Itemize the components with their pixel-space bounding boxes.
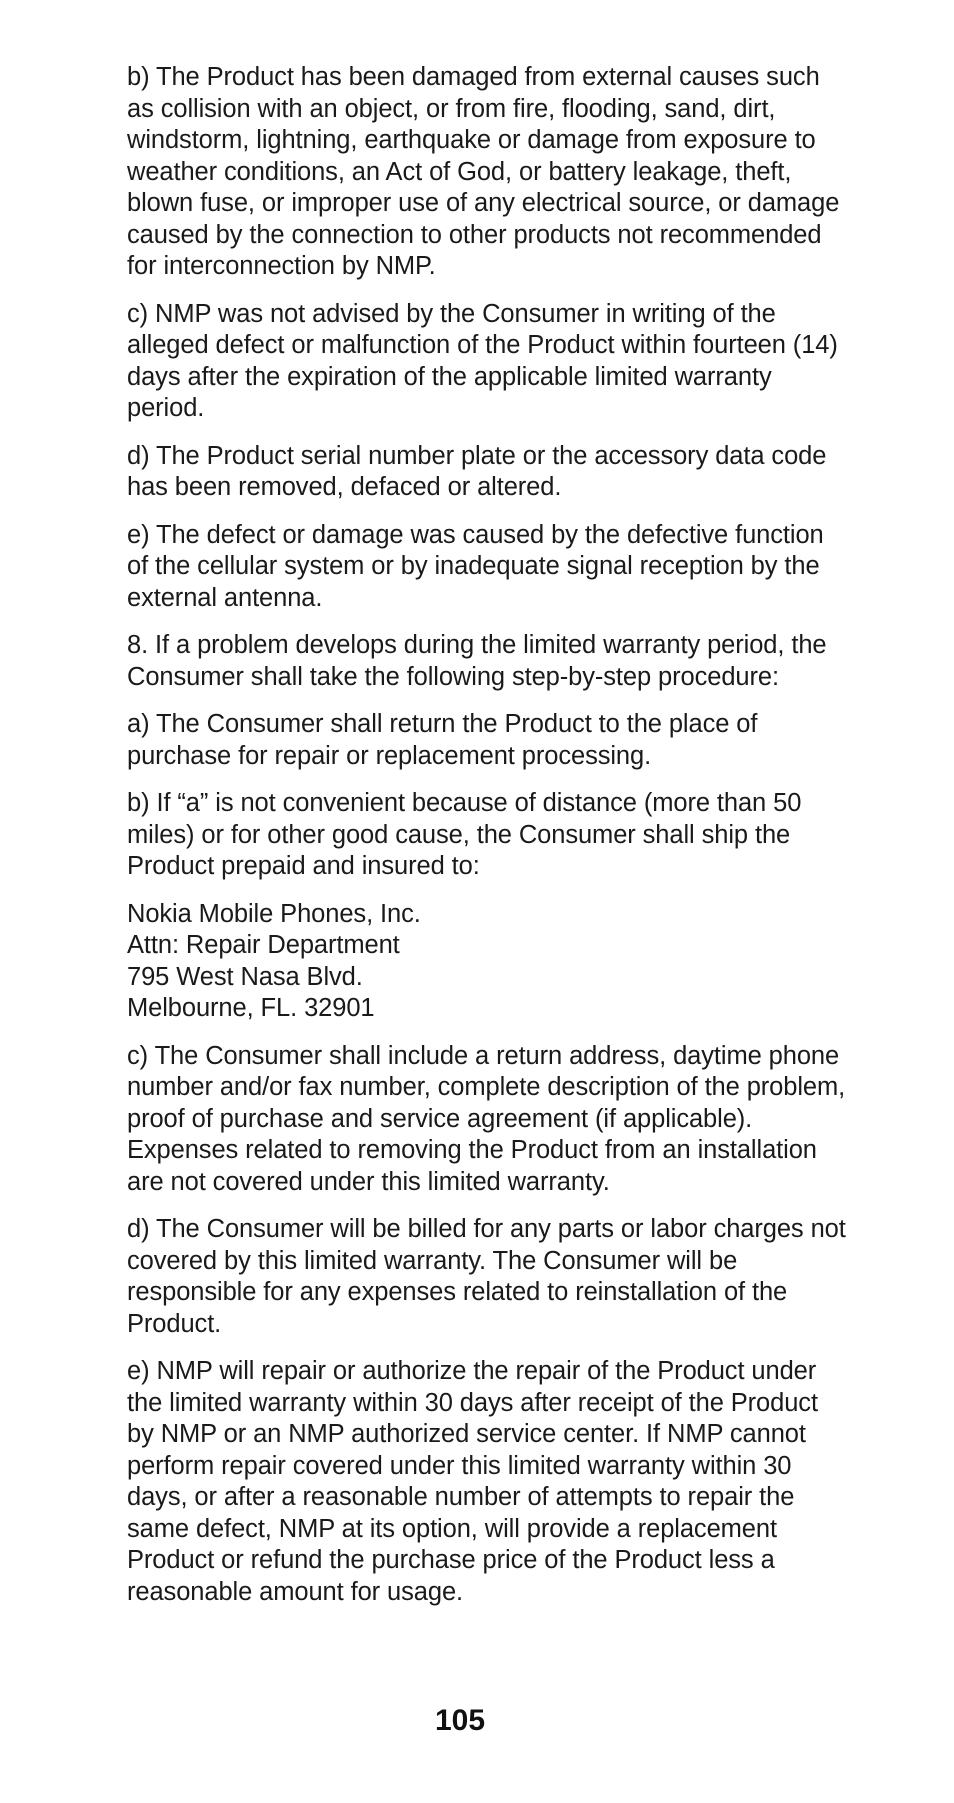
- paragraph-7b: b) The Product has been damaged from external causes such as collision with an object, or from fire, flooding, sand, dirt, windstorm, lightning, earthquake or damage from exposure to weather conditions, an Act of God, or battery leakage, theft, blown fuse, or improper use of any electrical source, or damage caused by the connection to other products not recommended for interconnection by NMP.: [127, 63, 840, 280]
- paragraph-8c: c) The Consumer shall include a return address, daytime phone number and/or fax number, complete description of the problem, proof of purchase and service agreement (if applicable). Expenses related to removing the Product from an installation are not covered under this limited warranty.: [127, 1041, 853, 1196]
- address-attn: Attn: Repair Department: [127, 931, 400, 959]
- paragraph-8a: a) The Consumer shall return the Product to the place of purchase for repair or replacement processing.: [127, 710, 758, 770]
- page-number: 105: [434, 1704, 486, 1737]
- paragraph-8b: b) If “a” is not convenient because of distance (more than 50 miles) or for other good cause, the Consumer shall ship the Product prepaid and insured to:: [127, 789, 802, 880]
- page-body: [127, 62, 853, 1624]
- paragraph-7e: e) The defect or damage was caused by the defective function of the cellular system or by inadequate signal reception by the external antenna.: [127, 520, 824, 612]
- address-city: Melbourne, FL. 32901: [127, 994, 375, 1022]
- paragraph-8e: e) NMP will repair or authorize the repair of the Product under the limited warranty within 30 days after receipt of the Product by NMP or an NMP authorized service center. If NMP cannot perform repair covered under this limited warranty within 30 days, or after a reasonable number of attempts to repair the same defect, NMP at its option, will provide a replacement Product or refund the purchase price of the Product less a reasonable amount for usage.: [127, 1357, 818, 1606]
- repair-address: [127, 899, 847, 1025]
- paragraph-8d: d) The Consumer will be billed for any parts or labor charges not covered by this limited warranty. The Consumer will be responsible for any expenses related to reinstallation of the Product.: [127, 1215, 846, 1338]
- address-street: 795 West Nasa Blvd.: [127, 962, 363, 991]
- paragraph-7d: d) The Product serial number plate or the accessory data code has been removed, defaced or altered.: [127, 441, 827, 501]
- address-company: Nokia Mobile Phones, Inc.: [127, 899, 421, 928]
- paragraph-8: 8. If a problem develops during the limited warranty period, the Consumer shall take the following step-by-step procedure:: [127, 631, 827, 691]
- paragraph-7c: c) NMP was not advised by the Consumer in writing of the alleged defect or malfunction of the Product within fourteen (14) days after the expiration of the applicable limited warranty period.: [127, 299, 838, 422]
